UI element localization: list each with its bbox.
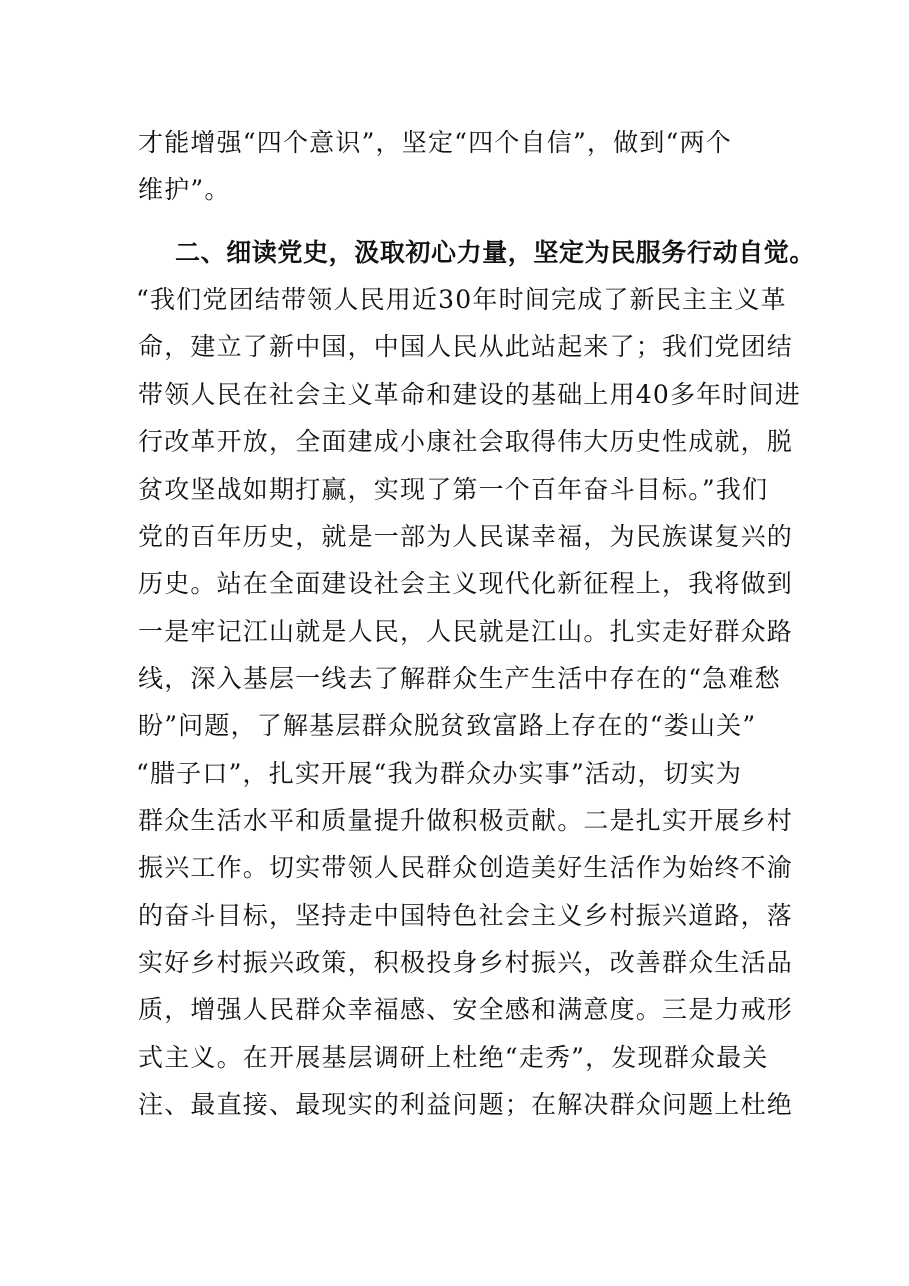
text-line: 命，建立了新中国，中国人民从此站起来了；我们党团结	[138, 332, 794, 361]
text-line: 实好乡村振兴政策，积极投身乡村振兴，改善群众生活品	[138, 948, 794, 977]
text-line: 注、最直接、最现实的利益问题；在解决群众问题上杜绝	[138, 1090, 794, 1119]
text-line: 盼”问题，了解基层群众脱贫致富路上存在的“娄山关”	[138, 711, 757, 740]
text-line: 振兴工作。切实带领人民群众创造美好生活作为始终不渝	[138, 853, 794, 882]
text-line: 党的百年历史，就是一部为人民谋幸福，为民族谋复兴的	[138, 522, 794, 551]
text-line: “我们党团结带领人民用近30年时间完成了新民主主义革	[136, 285, 787, 314]
text-line: 式主义。在开展基层调研上杜绝“走秀”，发现群众最关	[138, 1043, 769, 1072]
section-heading: 二、细读党史，汲取初心力量，坚定为民服务行动自觉。	[175, 238, 816, 267]
text-line: 群众生活水平和质量提升做积极贡献。二是扎实开展乡村	[138, 806, 794, 835]
text-line: 才能增强“四个意识”，坚定“四个自信”，做到“两个	[138, 128, 732, 157]
text-line: 线，深入基层一线去了解群众生产生活中存在的“急难愁	[138, 664, 781, 693]
text-line: 一是牢记江山就是人民，人民就是江山。扎实走好群众路	[138, 617, 794, 646]
text-line: 质，增强人民群众幸福感、安全感和满意度。三是力戒形	[138, 995, 794, 1024]
text-line: 带领人民在社会主义革命和建设的基础上用40多年时间进	[138, 380, 802, 409]
text-line: “腊子口”，扎实开展“我为群众办实事”活动，切实为	[136, 759, 743, 788]
text-line: 历史。站在全面建设社会主义现代化新征程上，我将做到	[138, 569, 794, 598]
text-line: 贫攻坚战如期打赢，实现了第一个百年奋斗目标。”我们	[138, 475, 769, 504]
text-line: 的奋斗目标，坚持走中国特色社会主义乡村振兴道路，落	[138, 901, 794, 930]
text-line: 行改革开放，全面建成小康社会取得伟大历史性成就，脱	[138, 427, 794, 456]
text-line: 维护”。	[138, 175, 231, 204]
